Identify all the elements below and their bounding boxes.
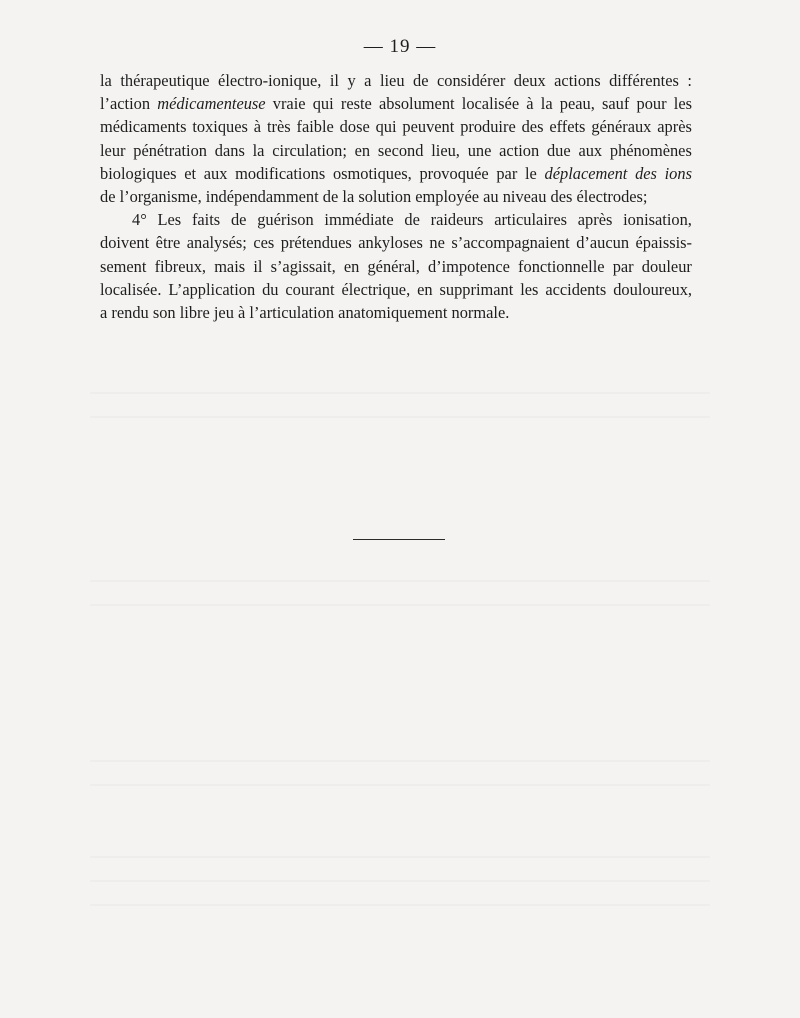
word: et [184, 163, 197, 183]
word: des [550, 186, 573, 206]
word: électro-ionique, [218, 71, 322, 90]
show-through-mark [90, 856, 710, 858]
show-through-mark [90, 392, 710, 394]
text-line [100, 92, 692, 115]
word: différentes [609, 71, 679, 90]
word: biologiques [100, 163, 177, 183]
word: a [100, 302, 108, 322]
show-through-mark [90, 784, 710, 786]
show-through-mark [90, 416, 710, 418]
word: l’articulation [249, 302, 335, 322]
word: ne [429, 233, 445, 253]
word: après [577, 210, 613, 230]
word: en [354, 140, 371, 160]
word: après [657, 117, 692, 137]
word: absolument [379, 94, 455, 114]
word: circulation; [272, 140, 347, 160]
word: électrique, [341, 279, 411, 299]
word: modifications [235, 163, 326, 183]
word: déplacement [544, 163, 628, 183]
word: rendu [111, 302, 149, 322]
word: en [343, 256, 360, 276]
word: qui [312, 94, 334, 114]
word: libre [179, 302, 210, 322]
word: doivent [100, 233, 150, 253]
word: sauf [602, 94, 630, 114]
word: ions [664, 163, 692, 183]
word: solution [358, 186, 412, 206]
word: son [152, 302, 176, 322]
word: s’agissait, [270, 256, 336, 276]
word: par [612, 256, 634, 276]
word: a [364, 71, 372, 90]
word: pour [636, 94, 667, 114]
word: produire [460, 117, 516, 137]
word: provoquée [419, 163, 489, 183]
word: la [100, 71, 112, 90]
word: due [546, 140, 571, 160]
word: en [417, 279, 433, 299]
word: mais [214, 256, 246, 276]
word: ankyloses [358, 233, 423, 253]
word: très [266, 117, 291, 137]
word: l’organisme, [119, 186, 202, 206]
word: des [635, 163, 657, 183]
word: à [238, 302, 246, 322]
word: toxiques [192, 117, 248, 137]
word: une [467, 140, 492, 160]
word: faible [296, 117, 334, 137]
text-line [100, 115, 692, 138]
word: indépendamment [205, 186, 319, 206]
word: médicamenteuse [157, 94, 266, 114]
word: dose [339, 117, 370, 137]
word: supprimant [439, 279, 514, 299]
word: normale. [451, 302, 510, 322]
text-line [100, 185, 692, 208]
word: leur [100, 140, 126, 160]
word: anatomiquement [338, 302, 448, 322]
word: second [377, 140, 424, 160]
word: qui [375, 117, 397, 137]
word: deux [513, 71, 546, 90]
show-through-mark [90, 904, 710, 906]
word: s’accompagnaient [451, 233, 570, 253]
word: des [521, 117, 544, 137]
word: phénomènes [609, 140, 692, 160]
word: pénétration [133, 140, 207, 160]
word: analysés; [186, 233, 247, 253]
word: sement [100, 256, 147, 276]
word: Les [157, 210, 182, 230]
word: y [347, 71, 356, 90]
word: au [483, 186, 499, 206]
word: médicaments [100, 117, 187, 137]
word: dans [214, 140, 245, 160]
body-paragraphs [100, 69, 692, 324]
word: lieu, [431, 140, 460, 160]
text-line [100, 162, 692, 185]
word: à [526, 94, 534, 114]
word: général, [367, 256, 420, 276]
word: lieu [379, 71, 405, 90]
word: employée [415, 186, 479, 206]
word: de [413, 71, 429, 90]
word: de [322, 186, 339, 206]
word: peau, [559, 94, 595, 114]
word: généraux [591, 117, 652, 137]
word: il [253, 256, 263, 276]
word: douloureux, [613, 279, 692, 299]
show-through-mark [90, 760, 710, 762]
word: osmotiques, [332, 163, 412, 183]
page-number: — 19 — [363, 36, 437, 57]
word: ionisation, [623, 210, 692, 230]
section-separator-rule [353, 539, 445, 540]
word: de [404, 210, 420, 230]
word: effets [549, 117, 586, 137]
word: l’action [100, 94, 151, 114]
word: épaissis- [635, 233, 692, 253]
word: ces [253, 233, 275, 253]
word: jeu [213, 302, 234, 322]
text-line [100, 301, 692, 324]
word: : [687, 71, 692, 90]
word: thérapeutique [120, 71, 210, 90]
word: niveau [502, 186, 547, 206]
word: être [155, 233, 181, 253]
word: électrodes; [576, 186, 648, 206]
word: les [520, 279, 539, 299]
text-line [100, 69, 692, 92]
word: guérison [257, 210, 314, 230]
word: d’impotence [427, 256, 510, 276]
word: la [252, 140, 265, 160]
word: courant [285, 279, 335, 299]
word: faits [191, 210, 221, 230]
word: immédiate [324, 210, 394, 230]
word: aux [203, 163, 228, 183]
word: raideurs [430, 210, 484, 230]
word: action [499, 140, 540, 160]
word: prétendues [280, 233, 352, 253]
show-through-mark [90, 580, 710, 582]
word: vraie [272, 94, 306, 114]
word: la [342, 186, 355, 206]
word: par [496, 163, 518, 183]
show-through-mark [90, 880, 710, 882]
text-line [100, 208, 692, 231]
word: reste [340, 94, 372, 114]
text-line [100, 231, 692, 254]
show-through-mark [90, 604, 710, 606]
word: fonctionnelle [518, 256, 605, 276]
word: douleur [641, 256, 692, 276]
word: aux [578, 140, 603, 160]
text-line [100, 278, 692, 301]
word: articulaires [494, 210, 567, 230]
word: du [262, 279, 279, 299]
text-line [100, 255, 692, 278]
word: actions [554, 71, 601, 90]
word: les [673, 94, 692, 114]
word: le [524, 163, 537, 183]
word: de [100, 186, 116, 206]
word: de [230, 210, 247, 230]
word: localisée [461, 94, 520, 114]
word: d’aucun [576, 233, 630, 253]
word: peuvent [402, 117, 455, 137]
word: considérer [437, 71, 506, 90]
word: L’application [168, 279, 256, 299]
word: il [329, 71, 339, 90]
word: localisée. [100, 279, 162, 299]
text-line [100, 139, 692, 162]
word: 4° [132, 210, 147, 230]
word: accidents [545, 279, 607, 299]
word: la [540, 94, 553, 114]
word: à [253, 117, 262, 137]
word: fibreux, [154, 256, 207, 276]
